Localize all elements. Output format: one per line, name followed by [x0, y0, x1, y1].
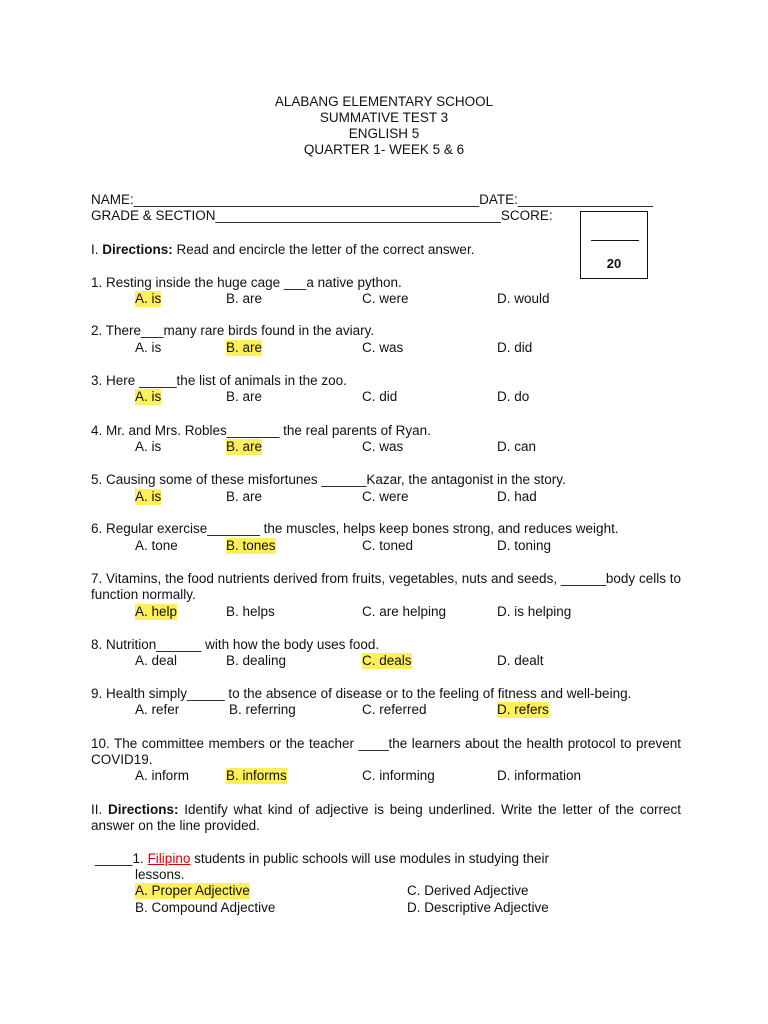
option-b[interactable]: B. Compound Adjective — [135, 900, 276, 915]
option-a[interactable]: A. refer — [135, 702, 180, 717]
option-b[interactable]: B. referring — [229, 702, 296, 717]
part1-roman: I. — [91, 242, 103, 257]
question-9 — [91, 686, 681, 702]
option-c[interactable]: C. Derived Adjective — [407, 883, 529, 898]
option-c[interactable]: C. did — [362, 389, 398, 404]
answer-blank[interactable]: _____1. — [95, 851, 148, 866]
header — [0, 94, 768, 158]
school-name: ALABANG ELEMENTARY SCHOOL — [274, 94, 494, 109]
option-b[interactable]: B. tones — [226, 538, 276, 553]
option-a[interactable]: A. is — [135, 439, 162, 454]
grade-score-line[interactable]: GRADE & SECTION______________________________________SCORE: — [91, 208, 553, 223]
option-d[interactable]: D. information — [497, 768, 582, 783]
question-stem: 10. The committee members or the teacher ____the learners about the health protocol to prevent COVID19. — [91, 736, 681, 767]
question-stem: 9. Health simply_____ to the absence of disease or to the feeling of fitness and well-being. — [91, 686, 632, 701]
option-b[interactable]: B. helps — [226, 604, 275, 619]
option-c[interactable]: C. informing — [362, 768, 435, 783]
option-a[interactable]: A. is — [135, 340, 162, 355]
option-c[interactable]: C. deals — [362, 653, 412, 668]
question-stem: 8. Nutrition______ with how the body uses food. — [91, 637, 380, 652]
question-text: students in public schools will use modules in studying their — [190, 851, 550, 866]
question-stem: 7. Vitamins, the food nutrients derived from fruits, vegetables, nuts and seeds, ______body cells to function normally. — [91, 571, 681, 602]
option-a[interactable]: A. is — [135, 489, 162, 504]
option-a[interactable]: A. inform — [135, 768, 190, 783]
part2-directions — [91, 802, 681, 834]
part2-roman: II. — [91, 802, 108, 817]
part2-directions-label: Directions: — [107, 802, 179, 817]
option-b[interactable]: B. are — [226, 291, 263, 306]
option-c[interactable]: C. was — [362, 340, 404, 355]
option-a[interactable]: A. help — [135, 604, 178, 619]
option-d[interactable]: D. toning — [497, 538, 552, 553]
option-d[interactable]: D. do — [497, 389, 530, 404]
option-c[interactable]: C. toned — [362, 538, 414, 553]
option-d[interactable]: D. dealt — [497, 653, 544, 668]
score-box — [580, 211, 648, 279]
question-8 — [91, 637, 681, 653]
question-10 — [91, 736, 681, 768]
option-c[interactable]: C. was — [362, 439, 404, 454]
option-d[interactable]: D. would — [497, 291, 550, 306]
question-stem: 4. Mr. and Mrs. Robles_______ the real parents of Ryan. — [91, 423, 431, 438]
quarter: QUARTER 1- WEEK 5 & 6 — [303, 142, 465, 157]
question-3 — [91, 373, 681, 389]
question-stem: 6. Regular exercise_______ the muscles, helps keep bones strong, and reduces weight. — [91, 521, 619, 536]
part1-directions-text: Read and encircle the letter of the correct answer. — [172, 242, 475, 257]
question-stem: 2. There___many rare birds found in the aviary. — [91, 323, 375, 338]
option-b[interactable]: B. are — [226, 389, 263, 404]
option-c[interactable]: C. were — [362, 291, 409, 306]
question-1 — [91, 275, 681, 291]
test-title: SUMMATIVE TEST 3 — [319, 110, 449, 125]
option-a[interactable]: A. is — [135, 291, 162, 306]
question-stem: 1. Resting inside the huge cage ___a native python. — [91, 275, 402, 290]
part2-directions-text: Identify what kind of adjective is being underlined. Write the letter of the correct answer on the line provided. — [91, 802, 681, 833]
option-b[interactable]: B. are — [226, 439, 263, 454]
name-date-line[interactable]: NAME:______________________________________________DATE:__________________ — [91, 192, 654, 207]
option-d[interactable]: D. did — [497, 340, 533, 355]
score-total: 20 — [606, 256, 622, 271]
question-5 — [91, 472, 681, 488]
option-a[interactable]: A. is — [135, 389, 162, 404]
option-d[interactable]: D. had — [497, 489, 537, 504]
question-6 — [91, 521, 681, 537]
part1-directions — [91, 242, 474, 258]
option-d[interactable]: D. refers — [497, 702, 549, 717]
option-a[interactable]: A. Proper Adjective — [135, 883, 250, 898]
score-blank[interactable] — [591, 240, 639, 241]
option-b[interactable]: B. are — [226, 489, 263, 504]
option-d[interactable]: D. is helping — [497, 604, 572, 619]
part2-question-1 — [95, 851, 549, 867]
option-a[interactable]: A. tone — [135, 538, 178, 553]
option-b[interactable]: B. dealing — [226, 653, 287, 668]
question-stem: 3. Here _____the list of animals in the zoo. — [91, 373, 347, 388]
option-b[interactable]: B. informs — [226, 768, 287, 783]
part2-question-1-cont: lessons. — [135, 867, 185, 882]
option-c[interactable]: C. are helping — [362, 604, 447, 619]
option-b[interactable]: B. are — [226, 340, 263, 355]
question-2 — [91, 323, 681, 339]
option-d[interactable]: D. can — [497, 439, 537, 454]
subject: ENGLISH 5 — [348, 126, 420, 141]
question-4 — [91, 423, 681, 439]
option-c[interactable]: C. referred — [362, 702, 427, 717]
question-7 — [91, 571, 681, 603]
option-d[interactable]: D. Descriptive Adjective — [407, 900, 549, 915]
option-a[interactable]: A. deal — [135, 653, 178, 668]
part1-directions-label: Directions: — [102, 242, 173, 257]
underlined-word: Filipino — [147, 851, 191, 866]
option-c[interactable]: C. were — [362, 489, 409, 504]
question-stem: 5. Causing some of these misfortunes ______Kazar, the antagonist in the story. — [91, 472, 566, 487]
